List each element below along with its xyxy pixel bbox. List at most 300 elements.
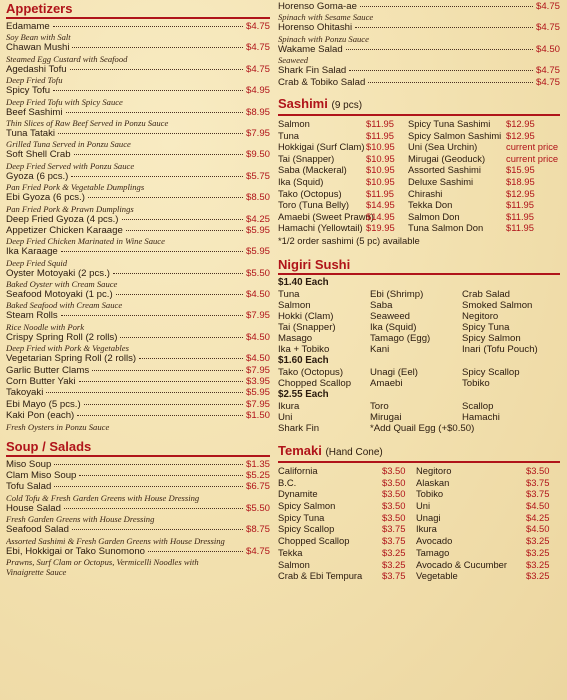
- menu-item-price: $4.25: [245, 213, 270, 225]
- menu-item-name: Ika Karaage: [6, 246, 58, 258]
- sashimi-row: [278, 130, 560, 142]
- temaki-row: [278, 465, 560, 477]
- nigiri-grid: [278, 367, 560, 389]
- sashimi-price: $14.95: [366, 210, 395, 222]
- menu-item-name: Spicy Tofu: [6, 85, 51, 97]
- menu-item: [6, 365, 270, 376]
- menu-item: [6, 399, 270, 410]
- menu-item-name: Appetizer Chicken Karaage: [6, 224, 123, 236]
- menu-item-price: $1.50: [245, 410, 270, 422]
- menu-item-row: [6, 546, 270, 557]
- dot-leader: [72, 47, 243, 48]
- menu-item-description: Seaweed: [278, 55, 309, 66]
- menu-item-description: Deep Fried Tofu: [6, 75, 63, 86]
- menu-item-name: Horenso Goma-ae: [278, 1, 357, 12]
- menu-item-name: Tofu Salad: [6, 481, 52, 493]
- menu-item-price: $5.50: [245, 267, 270, 279]
- temaki-price: $3.25: [382, 546, 406, 558]
- menu-item-name: Crispy Spring Roll (2 rolls): [6, 331, 118, 343]
- menu-item-price: $4.75: [245, 545, 270, 557]
- menu-item-row: [278, 44, 560, 55]
- menu-item-name: Oyster Motoyaki (2 pcs.): [6, 267, 110, 279]
- menu-item-name: House Salad: [6, 502, 61, 514]
- menu-item: [6, 289, 270, 310]
- sashimi-name: Hokkigai (Surf Clam): [278, 141, 365, 153]
- menu-item-description: Soy Bean with Salt: [6, 32, 71, 43]
- menu-item-row: [6, 64, 270, 75]
- temaki-name: Alaskan: [416, 476, 450, 488]
- menu-item-row: [6, 353, 270, 364]
- sashimi-footnote: *1/2 order sashimi (5 pc) available: [278, 234, 420, 246]
- temaki-price: $4.25: [526, 511, 550, 523]
- menu-item: [6, 376, 270, 387]
- menu-item-name: Miso Soup: [6, 458, 52, 470]
- menu-item: [278, 65, 560, 76]
- sashimi-name: Ika (Squid): [278, 175, 324, 187]
- menu-item-description: Rice Noodle with Pork: [6, 321, 85, 332]
- nigiri-price-group: $1.40 Each: [278, 276, 329, 288]
- menu-item-row: [278, 77, 560, 88]
- menu-item: [6, 387, 270, 398]
- menu-item-row: [6, 310, 270, 321]
- sashimi-price: $12.95: [506, 187, 535, 199]
- menu-item-name: Ebi Gyoza (6 pcs.): [6, 192, 85, 204]
- menu-item: [6, 332, 270, 353]
- sashimi-price: $11.95: [506, 199, 534, 211]
- menu-item-description: Thin Slices of Raw Beef Served in Ponzu Sauce: [6, 117, 169, 128]
- menu-item-name: Clam Miso Soup: [6, 469, 77, 481]
- menu-item: [6, 225, 270, 246]
- temaki-row: [278, 559, 560, 571]
- menu-item: [6, 503, 270, 524]
- temaki-name: Crab & Ebi Tempura: [278, 570, 363, 582]
- temaki-note: (Hand Cone): [325, 446, 383, 458]
- temaki-price: $3.25: [526, 546, 550, 558]
- nigiri-item: *Add Quail Egg (+$0.50): [370, 422, 475, 434]
- nigiri-item: Seaweed: [370, 310, 411, 322]
- menu-item-price: $3.95: [245, 376, 270, 388]
- menu-item-row: [6, 149, 270, 160]
- temaki-price: $3.25: [526, 558, 550, 570]
- nigiri-item: Ikura: [278, 400, 300, 412]
- menu-item-description: Spinach with Sesame Sauce: [278, 12, 374, 23]
- temaki-name: California: [278, 464, 318, 476]
- temaki-price: $3.75: [526, 488, 550, 500]
- dot-leader: [58, 133, 243, 134]
- dot-leader: [53, 26, 243, 27]
- soup-salads-title: Soup / Salads: [6, 439, 270, 457]
- dot-leader: [46, 392, 243, 393]
- menu-item-name: Steam Rolls: [6, 310, 58, 322]
- sashimi-name: Tekka Don: [408, 199, 453, 211]
- nigiri-price-group: $1.60 Each: [278, 354, 329, 366]
- menu-item: [278, 22, 560, 43]
- salads-continued-list: [278, 1, 560, 88]
- temaki-name: Uni: [416, 500, 431, 511]
- nigiri-item: Spicy Tuna: [462, 321, 510, 333]
- menu-item-row: [6, 21, 270, 32]
- menu-item-row: [6, 171, 270, 182]
- menu-item-price: $6.75: [245, 481, 270, 493]
- menu-item-price: $7.95: [245, 364, 270, 376]
- menu-item-price: $4.75: [535, 22, 560, 34]
- nigiri-item: Masago: [278, 332, 313, 344]
- menu-item-name: Chawan Mushi: [6, 42, 70, 54]
- menu-item-description: Prawns, Surf Clam or Octopus, Vermicelli Noodles with: [6, 556, 199, 567]
- menu-item-price: $7.95: [245, 310, 270, 322]
- temaki-row: [278, 512, 560, 524]
- menu-item-price: $4.50: [245, 289, 270, 301]
- dot-leader: [349, 70, 533, 71]
- menu-item-price: $8.75: [245, 524, 270, 536]
- dot-leader: [360, 6, 533, 7]
- menu-item-name: Seafood Motoyaki (1 pc.): [6, 289, 113, 301]
- menu-item-price: $4.75: [535, 1, 560, 12]
- menu-item: [6, 481, 270, 502]
- menu-item-description: Steamed Egg Custard with Seafood: [6, 53, 128, 64]
- menu-item: [6, 459, 270, 470]
- dot-leader: [61, 315, 243, 316]
- menu-item-price: $4.75: [535, 76, 560, 88]
- temaki-price: $3.75: [382, 535, 406, 547]
- nigiri-item: Tako (Octopus): [278, 366, 344, 378]
- nigiri-price-group: $2.55 Each: [278, 388, 329, 400]
- nigiri-item: Crab Salad: [462, 288, 510, 300]
- menu-item-row: [6, 332, 270, 343]
- temaki-name: Salmon: [278, 558, 310, 570]
- temaki-name: Chopped Scallop: [278, 535, 350, 547]
- sashimi-name: Tai (Snapper): [278, 152, 335, 164]
- sashimi-price: $11.95: [506, 222, 534, 234]
- menu-item: [6, 149, 270, 170]
- menu-item-row: [6, 410, 270, 421]
- dot-leader: [355, 27, 533, 28]
- menu-item: [6, 128, 270, 149]
- nigiri-item: Tai (Snapper): [278, 321, 336, 333]
- menu-item-name: Gyoza (6 pcs.): [6, 170, 69, 182]
- nigiri-item: Hamachi: [462, 411, 500, 423]
- temaki-price: $3.75: [382, 523, 406, 535]
- menu-item: [6, 310, 270, 331]
- menu-item: [6, 353, 270, 364]
- sashimi-name: Salmon: [278, 117, 310, 129]
- temaki-name: Tekka: [278, 546, 303, 558]
- dot-leader: [70, 69, 243, 70]
- menu-item-name: Takoyaki: [6, 387, 44, 399]
- menu-item: [6, 192, 270, 213]
- menu-item-price: $7.95: [245, 127, 270, 139]
- nigiri-grid: [278, 289, 560, 355]
- menu-item-price: $4.95: [245, 85, 270, 97]
- menu-item-price: $7.95: [245, 398, 270, 410]
- menu-item-name: Deep Fried Gyoza (4 pcs.): [6, 213, 119, 225]
- temaki-row: [278, 547, 560, 559]
- sashimi-note: (9 pcs): [331, 99, 363, 111]
- appetizers-title: Appetizers: [6, 1, 270, 19]
- nigiri-item: Toro: [370, 400, 389, 412]
- temaki-name: Avocado: [416, 535, 453, 547]
- sashimi-row: [278, 118, 560, 130]
- temaki-price: $3.50: [382, 511, 406, 523]
- nigiri-title: Nigiri Sushi: [278, 257, 560, 275]
- sashimi-price: $10.95: [366, 164, 395, 176]
- dot-leader: [116, 294, 243, 295]
- dot-leader: [88, 197, 243, 198]
- nigiri-item: Amaebi: [370, 377, 403, 389]
- nigiri-item: Salmon: [278, 299, 311, 311]
- sashimi-price: $18.95: [506, 175, 535, 187]
- sashimi-name: Spicy Tuna Sashimi: [408, 117, 491, 129]
- menu-item-price: $4.75: [535, 65, 560, 77]
- menu-item: [278, 1, 560, 22]
- menu-item-row: [278, 1, 560, 12]
- menu-item-name: Tuna Tataki: [6, 127, 56, 139]
- temaki-name: Unagi: [416, 511, 441, 523]
- temaki-name: Vegetable: [416, 570, 458, 582]
- temaki-name: Spicy Tuna: [278, 511, 325, 523]
- menu-item-price: $5.50: [245, 502, 270, 514]
- temaki-row: [278, 523, 560, 535]
- appetizers-list: [6, 21, 270, 432]
- menu-item: [6, 42, 270, 63]
- dot-leader: [53, 90, 243, 91]
- temaki-price: $3.75: [382, 570, 406, 582]
- menu-item-description: Deep Fried Chicken Marinated in Wine Sauce: [6, 236, 165, 247]
- menu-item-name: Kaki Pon (each): [6, 410, 75, 422]
- nigiri-item: [462, 423, 558, 434]
- nigiri-item: Chopped Scallop: [278, 377, 352, 389]
- sashimi-price: $12.95: [506, 117, 535, 129]
- sashimi-price: $11.95: [366, 117, 394, 129]
- nigiri-item: Tamago (Egg): [370, 332, 431, 344]
- dot-leader: [71, 176, 243, 177]
- sashimi-price: $11.95: [366, 187, 394, 199]
- menu-item-row: [278, 22, 560, 33]
- nigiri-item: Tuna: [278, 288, 300, 300]
- menu-item-row: [6, 387, 270, 398]
- menu-item-description: Grilled Tuna Served in Ponzu Sauce: [6, 139, 131, 150]
- menu-item-row: [6, 214, 270, 225]
- menu-item-price: $5.25: [245, 469, 270, 481]
- sashimi-row: [278, 199, 560, 211]
- temaki-name: B.C.: [278, 476, 297, 488]
- temaki-name: Spicy Salmon: [278, 500, 336, 511]
- menu-item-row: [6, 128, 270, 139]
- sashimi-row: [278, 188, 560, 200]
- menu-item: [278, 77, 560, 88]
- sashimi-price: current price: [506, 141, 559, 153]
- menu-item-description: Pan Fried Pork & Vegetable Dumplings: [6, 182, 145, 193]
- dot-leader: [66, 112, 243, 113]
- sashimi-price: $19.95: [366, 222, 395, 234]
- temaki-name: Dynamite: [278, 488, 318, 500]
- menu-item-description: Deep Fried Served with Ponzu Sauce: [6, 160, 135, 171]
- menu-item-row: [6, 246, 270, 257]
- dot-leader: [79, 381, 243, 382]
- sashimi-name: Mirugai (Geoduck): [408, 152, 486, 164]
- sashimi-title-text: Sashimi: [278, 95, 328, 111]
- menu-item-row: [6, 470, 270, 481]
- menu-item-name: Garlic Butter Clams: [6, 364, 90, 376]
- menu-item-row: [6, 365, 270, 376]
- nigiri-item: Unagi (Eel): [370, 366, 418, 378]
- menu-item: [6, 546, 270, 567]
- sashimi-row: [278, 222, 560, 234]
- temaki-price: $3.50: [382, 488, 406, 500]
- temaki-price: $3.50: [382, 476, 406, 488]
- nigiri-list: [278, 277, 560, 434]
- menu-item-row: [6, 192, 270, 203]
- nigiri-item: Ebi (Shrimp): [370, 288, 424, 300]
- nigiri-item: Smoked Salmon: [462, 299, 533, 311]
- temaki-name: Avocado & Cucumber: [416, 558, 508, 570]
- temaki-price: $3.25: [382, 558, 406, 570]
- soup-salads-list: [6, 459, 270, 577]
- dot-leader: [54, 486, 243, 487]
- sashimi-price: $11.95: [506, 210, 534, 222]
- sashimi-row: [278, 211, 560, 223]
- menu-item-name: Edamame: [6, 21, 50, 32]
- menu-item-price: $4.75: [245, 42, 270, 54]
- dot-leader: [84, 404, 243, 405]
- sashimi-name: Spicy Salmon Sashimi: [408, 129, 502, 141]
- menu-item-price: $9.50: [245, 149, 270, 161]
- menu-item-name: Ebi Mayo (5 pcs.): [6, 398, 81, 410]
- menu-item-price: $5.95: [245, 387, 270, 399]
- menu-item-row: [6, 289, 270, 300]
- nigiri-item: Mirugai: [370, 411, 402, 423]
- dot-leader: [113, 273, 243, 274]
- temaki-title: [278, 443, 560, 463]
- sashimi-name: Tako (Octopus): [278, 187, 342, 199]
- menu-item: [6, 410, 270, 431]
- nigiri-item: Ika (Squid): [370, 321, 417, 333]
- temaki-row: [278, 570, 560, 582]
- menu-item-row: [6, 85, 270, 96]
- menu-item: [6, 470, 270, 481]
- menu-item-row: [6, 376, 270, 387]
- sashimi-price: $10.95: [366, 175, 395, 187]
- nigiri-item: Spicy Salmon: [462, 332, 521, 344]
- temaki-name: Negitoro: [416, 464, 452, 476]
- menu-item-row: [6, 481, 270, 492]
- menu-item: [6, 107, 270, 128]
- nigiri-grid: [278, 401, 560, 434]
- right-column: [278, 0, 560, 582]
- menu-item-description: Baked Oyster with Cream Sauce: [6, 279, 118, 290]
- menu-item: [6, 567, 270, 577]
- sashimi-name: Salmon Don: [408, 210, 460, 222]
- temaki-price: $3.50: [382, 464, 406, 476]
- sashimi-name: Uni (Sea Urchin): [408, 141, 478, 153]
- menu-item-name: Corn Butter Yaki: [6, 376, 76, 388]
- menu-item: [6, 171, 270, 192]
- dot-leader: [346, 49, 533, 50]
- sashimi-name: Saba (Mackeral): [278, 164, 347, 176]
- menu-item-description: Fresh Garden Greens with House Dressing: [6, 514, 155, 525]
- temaki-row: [278, 535, 560, 547]
- temaki-name: Tamago: [416, 546, 450, 558]
- menu-item-price: $5.75: [245, 170, 270, 182]
- menu-item-row: [6, 107, 270, 118]
- menu-item-name: Vegetarian Spring Roll (2 rolls): [6, 353, 137, 365]
- menu-item-description: Deep Fried Tofu with Spicy Sauce: [6, 96, 123, 107]
- menu-item-row: [6, 42, 270, 53]
- menu-item-row: [6, 459, 270, 470]
- dot-leader: [72, 529, 243, 530]
- sashimi-name: Tuna: [278, 129, 300, 141]
- menu-item-price: $1.35: [245, 458, 270, 470]
- sashimi-name: Toro (Tuna Belly): [278, 199, 350, 211]
- temaki-price: $3.75: [526, 476, 550, 488]
- dot-leader: [139, 358, 243, 359]
- menu-item-description: Vinaigrette Sauce: [6, 566, 67, 577]
- sashimi-name: Tuna Salmon Don: [408, 222, 484, 234]
- menu-item-price: $4.75: [245, 21, 270, 32]
- sashimi-price: $15.95: [506, 164, 535, 176]
- menu-item-row: [278, 65, 560, 76]
- nigiri-item: Inari (Tofu Pouch): [462, 343, 538, 355]
- sashimi-name: Deluxe Sashimi: [408, 175, 474, 187]
- sashimi-row: [278, 153, 560, 165]
- menu-item-price: $4.50: [245, 331, 270, 343]
- dot-leader: [120, 337, 243, 338]
- temaki-price: $3.25: [526, 535, 550, 547]
- nigiri-item: Ika + Tobiko: [278, 343, 330, 355]
- temaki-name: Spicy Scallop: [278, 523, 335, 535]
- sashimi-name: Chirashi: [408, 187, 443, 199]
- menu-item-name: Wakame Salad: [278, 43, 343, 55]
- sashimi-price: $14.95: [366, 199, 395, 211]
- sashimi-price: $10.95: [366, 152, 395, 164]
- menu-item-price: $5.95: [245, 246, 270, 258]
- temaki-row: [278, 477, 560, 489]
- menu-item: [6, 85, 270, 106]
- nigiri-item: Negitoro: [462, 310, 499, 322]
- temaki-name: Tobiko: [416, 488, 444, 500]
- dot-leader: [92, 370, 243, 371]
- menu-item-name: Soft Shell Crab: [6, 149, 71, 161]
- menu-item-description: Fresh Oysters in Ponzu Sauce: [6, 421, 110, 432]
- menu-item-row: [6, 225, 270, 236]
- sashimi-price: $11.95: [366, 129, 394, 141]
- menu-item-row: [6, 399, 270, 410]
- menu-item: [6, 524, 270, 545]
- temaki-price: $3.50: [526, 464, 550, 476]
- menu-item-description: Spinach with Ponzu Sauce: [278, 33, 369, 44]
- dot-leader: [61, 251, 243, 252]
- menu-item: [6, 268, 270, 289]
- dot-leader: [368, 82, 533, 83]
- menu-item-name: Shark Fin Salad: [278, 65, 347, 77]
- sashimi-row: [278, 141, 560, 153]
- menu-item-row: [6, 268, 270, 279]
- dot-leader: [54, 464, 243, 465]
- nigiri-item: Shark Fin: [278, 422, 320, 434]
- menu-item-price: $4.75: [245, 63, 270, 75]
- sashimi-row: [278, 176, 560, 188]
- temaki-name: Ikura: [416, 523, 437, 535]
- menu-item-price: $5.95: [245, 224, 270, 236]
- menu-item: [6, 214, 270, 225]
- menu-item-price: $4.50: [245, 353, 270, 365]
- temaki-row: [278, 488, 560, 500]
- temaki-price: $3.50: [382, 500, 406, 511]
- sashimi-name: Assorted Sashimi: [408, 164, 481, 176]
- temaki-row: [278, 500, 560, 512]
- menu-item-description: Deep Fried Squid: [6, 257, 68, 268]
- nigiri-item: Saba: [370, 299, 393, 311]
